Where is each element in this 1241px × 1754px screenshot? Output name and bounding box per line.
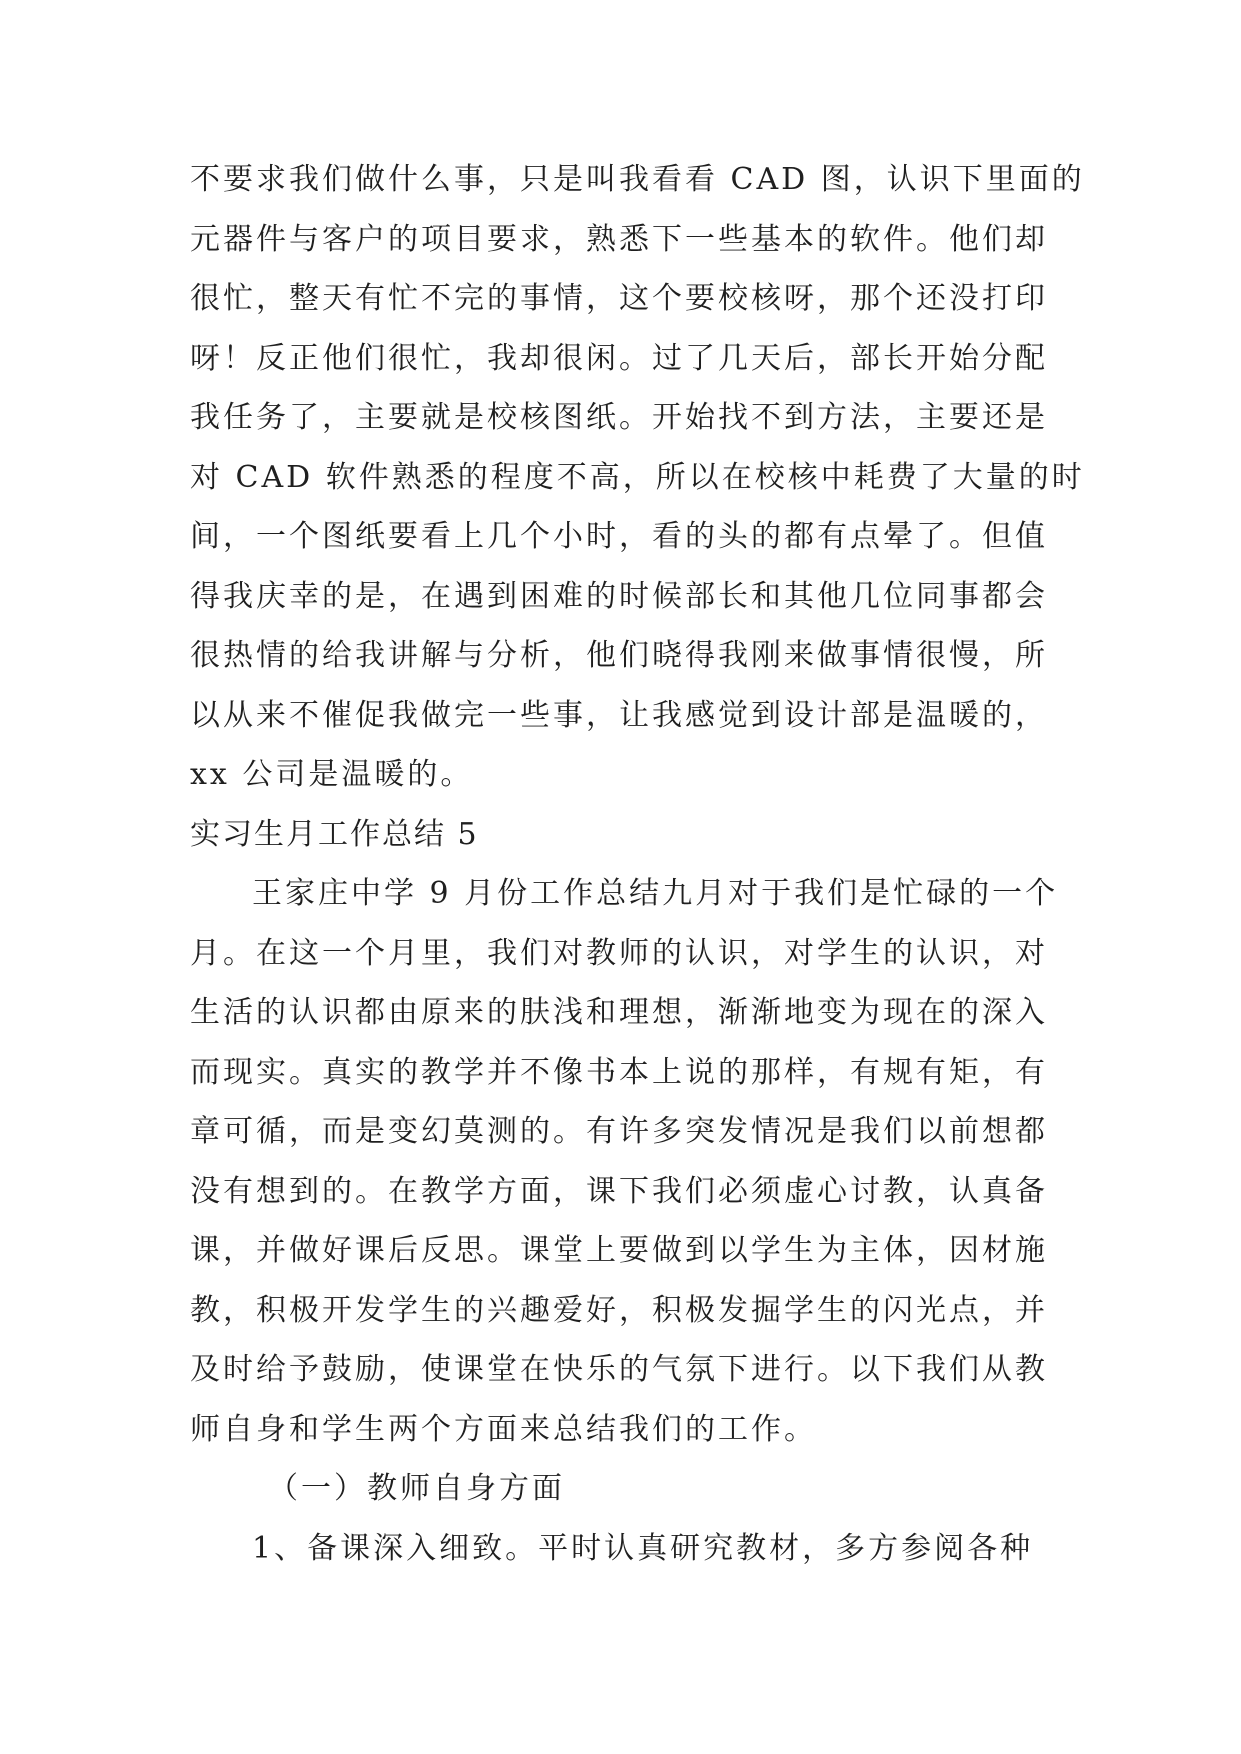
body-line: 很热情的给我讲解与分析，他们晓得我刚来做事情很慢，所 [190,638,1048,673]
body-line: 很忙，整天有忙不完的事情，这个要校核呀，那个还没打印 [190,281,1048,316]
body-line: 月。在这一个月里，我们对教师的认识，对学生的认识，对 [190,935,1048,971]
body-line: 呀！反正他们很忙，我却很闲。过了几天后，部长开始分配 [190,340,1048,376]
body-line: 而现实。真实的教学并不像书本上说的那样，有规有矩，有 [190,1054,1048,1090]
document-body [190,150,1085,1578]
body-line: 课，并做好课后反思。课堂上要做到以学生为主体，因材施 [190,1233,1048,1268]
numbered-item: 1、备课深入细致。平时认真研究教材，多方参阅各种 [252,1530,1034,1566]
subsection-heading: （一）教师自身方面 [268,1471,565,1506]
body-line: 及时给予鼓励，使课堂在快乐的气氛下进行。以下我们从教 [190,1352,1048,1387]
paragraph-first-line: 王家庄中学 9 月份工作总结九月对于我们是忙碌的一个 [252,876,1059,911]
body-line: 教，积极开发学生的兴趣爱好，积极发掘学生的闪光点，并 [190,1292,1048,1328]
body-line: 间，一个图纸要看上几个小时，看的头的都有点晕了。但值 [190,519,1048,554]
body-line: 我任务了，主要就是校核图纸。开始找不到方法，主要还是 [190,400,1048,435]
body-line: 元器件与客户的项目要求，熟悉下一些基本的软件。他们却 [190,221,1048,257]
body-line: xx 公司是温暖的。 [190,757,474,792]
body-line: 不要求我们做什么事，只是叫我看看 CAD 图，认识下里面的 [190,162,1085,197]
body-line: 对 CAD 软件熟悉的程度不高，所以在校核中耗费了大量的时 [190,459,1085,495]
body-line: 以从来不催促我做完一些事，让我感觉到设计部是温暖的， [190,697,1048,733]
body-line: 得我庆幸的是，在遇到困难的时候部长和其他几位同事都会 [190,578,1048,614]
body-line: 章可循，而是变幻莫测的。有许多突发情况是我们以前想都 [190,1114,1048,1149]
body-line: 师自身和学生两个方面来总结我们的工作。 [190,1411,817,1447]
body-line: 生活的认识都由原来的肤浅和理想，渐渐地变为现在的深入 [190,995,1048,1030]
body-line: 没有想到的。在教学方面，课下我们必须虚心讨教，认真备 [190,1173,1048,1209]
section-title: 实习生月工作总结 5 [190,816,479,852]
